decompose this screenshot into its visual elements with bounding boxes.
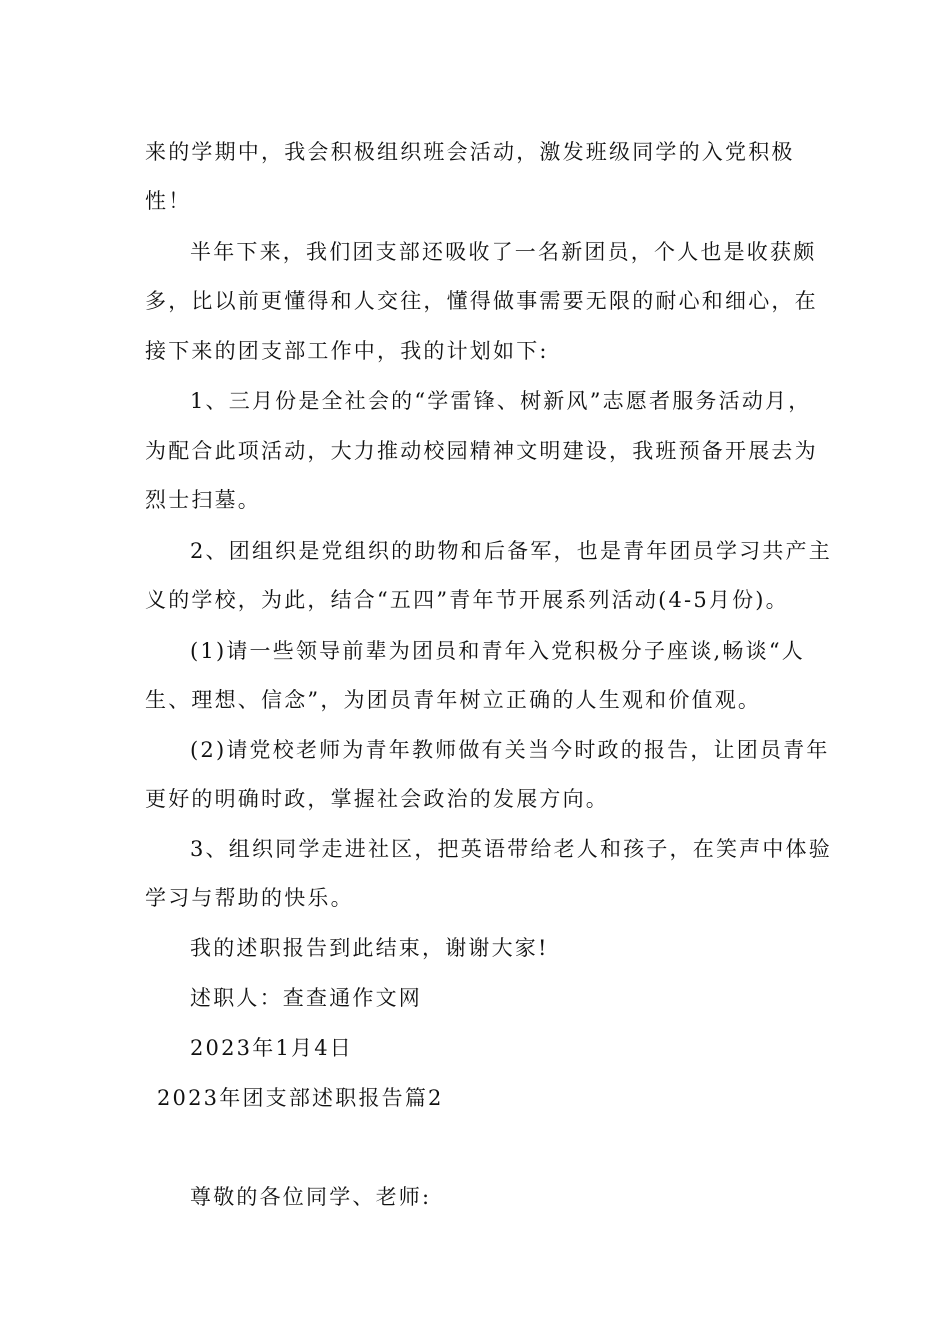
- date-line: 2023年1月4日: [190, 1036, 353, 1060]
- section-heading: 2023年团支部述职报告篇2: [157, 1086, 444, 1110]
- text-line-6: 1、三月份是全社会的“学雷锋、树新风”志愿者服务活动月，: [190, 389, 812, 413]
- signature-line: 述职人：查查通作文网: [190, 986, 422, 1010]
- text-line-7: 为配合此项活动，大力推动校园精神文明建设，我班预备开展去为: [145, 439, 818, 463]
- text-line-11: (1)请一些领导前辈为团员和青年入党积极分子座谈,畅谈“人: [190, 639, 805, 663]
- text-line-17: 我的述职报告到此结束，谢谢大家!: [190, 936, 549, 960]
- text-line-10: 义的学校，为此，结合“五四”青年节开展系列活动(4-5月份)。: [145, 588, 789, 612]
- text-line-3: 半年下来，我们团支部还吸收了一名新团员，个人也是收获颇: [190, 240, 817, 264]
- text-line-2: 性！: [145, 189, 192, 213]
- text-line-9: 2、团组织是党组织的助物和后备军，也是青年团员学习共产主: [190, 539, 832, 563]
- text-line-13: (2)请党校老师为青年教师做有关当今时政的报告，让团员青年: [190, 738, 830, 762]
- text-line-5: 接下来的团支部工作中，我的计划如下:: [145, 339, 549, 363]
- text-line-12: 生、理想、信念”，为团员青年树立正确的人生观和价值观。: [145, 688, 762, 712]
- text-line-8: 烈士扫墓。: [145, 488, 261, 512]
- salutation-line: 尊敬的各位同学、老师:: [190, 1185, 432, 1209]
- text-line-1: 来的学期中，我会积极组织班会活动，激发班级同学的入党积极: [145, 140, 795, 164]
- text-line-4: 多，比以前更懂得和人交往，懂得做事需要无限的耐心和细心，在: [145, 289, 818, 313]
- text-line-14: 更好的明确时政，掌握社会政治的发展方向。: [145, 787, 609, 811]
- text-line-15: 3、组织同学走进社区，把英语带给老人和孩子，在笑声中体验: [190, 837, 832, 861]
- text-line-16: 学习与帮助的快乐。: [145, 886, 354, 910]
